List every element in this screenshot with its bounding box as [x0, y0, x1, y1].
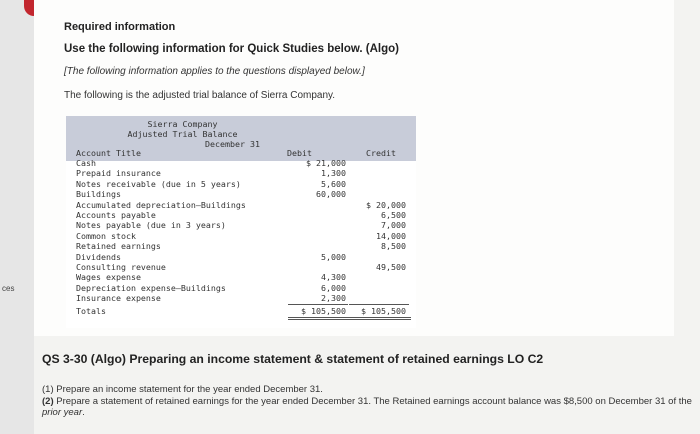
table-row-account: Wages expense — [76, 272, 141, 283]
part-2-text: Prepare a statement of retained earnings for the year ended December 31. The Retained earnings account balance was $8,500 on December 31 of the — [53, 396, 692, 407]
question-title: QS 3-30 (Algo) Preparing an income statement & statement of retained earnings LO C2 — [42, 352, 544, 366]
required-information-heading: Required information — [64, 21, 176, 33]
left-sidebar — [0, 0, 34, 434]
sidebar-label: ces — [2, 284, 15, 293]
table-row-debit: 5,000 — [321, 251, 346, 262]
table-row-credit: 49,500 — [376, 262, 406, 272]
table-row-credit: 14,000 — [376, 230, 406, 241]
table-row-debit: 2,300 — [321, 293, 346, 304]
table-row-credit: $ 20,000 — [366, 199, 406, 210]
table-row-account: Common stock — [76, 230, 136, 241]
table-row-debit: 4,300 — [321, 272, 346, 283]
total-rule — [288, 304, 348, 305]
table-row-credit: 8,500 — [381, 241, 406, 252]
part-2-emphasis: prior year — [42, 407, 83, 418]
totals-debit: $ 105,500 — [301, 305, 346, 316]
table-row-credit: 6,500 — [381, 210, 406, 220]
col-debit: Debit — [287, 148, 312, 158]
part-2-end: . — [82, 407, 85, 418]
table-row-account: Accounts payable — [76, 210, 156, 220]
table-date: December 31 — [205, 139, 260, 149]
table-row-account: Notes receivable (due in 5 years) — [76, 178, 241, 189]
totals-credit: $ 105,500 — [361, 305, 406, 316]
table-row-account: Depreciation expense—Buildings — [76, 282, 226, 293]
table-row-account: Notes payable (due in 3 years) — [76, 220, 226, 231]
total-rule — [349, 304, 409, 305]
use-information-heading: Use the following information for Quick Studies below. (Algo) — [64, 43, 399, 55]
total-double-rule — [349, 317, 411, 320]
part-2-number: (2) — [42, 396, 54, 407]
table-row-account: Prepaid insurance — [76, 168, 161, 179]
table-row-account: Dividends — [76, 251, 121, 262]
question-part-1: (1) Prepare an income statement for the year ended December 31. — [42, 384, 323, 395]
col-account-title: Account Title — [76, 148, 141, 158]
total-double-rule — [288, 317, 350, 320]
question-part-2 — [42, 396, 692, 418]
table-row-debit: 1,300 — [321, 168, 346, 179]
trial-balance-table — [66, 116, 416, 328]
table-row-account: Accumulated depreciation—Buildings — [76, 199, 246, 210]
table-row-debit: $ 21,000 — [306, 158, 346, 168]
table-row-debit: 60,000 — [316, 189, 346, 200]
company-name: Sierra Company — [147, 119, 218, 129]
totals-label: Totals — [76, 305, 106, 316]
table-row-account: Insurance expense — [76, 293, 161, 304]
table-row-account: Retained earnings — [76, 241, 161, 252]
table-row-debit: 6,000 — [321, 282, 346, 293]
table-row-account: Consulting revenue — [76, 262, 166, 272]
col-credit: Credit — [366, 148, 396, 158]
table-row-debit: 5,600 — [321, 178, 346, 189]
intro-text: The following is the adjusted trial balance of Sierra Company. — [64, 90, 336, 101]
table-row-account: Cash — [76, 158, 96, 168]
table-title: Adjusted Trial Balance — [127, 129, 238, 139]
applies-note: [The following information applies to the questions displayed below.] — [64, 66, 365, 77]
table-row-credit: 7,000 — [381, 220, 406, 231]
table-row-account: Buildings — [76, 189, 121, 200]
